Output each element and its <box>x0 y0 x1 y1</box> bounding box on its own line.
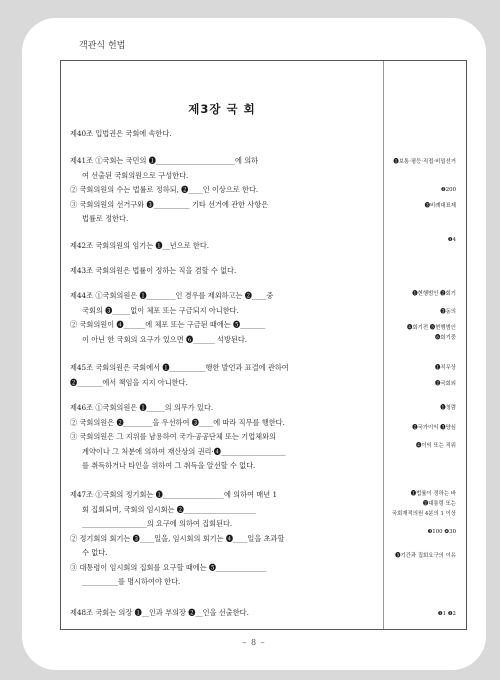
article-text-line: 국회의 ❸_____없이 체포 또는 구금되지 아니한다. <box>82 305 239 315</box>
answer-box-41 <box>351 157 456 211</box>
answer-key: ❷200 <box>440 187 456 193</box>
article-text-line: ② 정기회의 회기는 ❸____일을, 임시회의 회기는 ❹____일을 초과할 <box>70 533 285 543</box>
answer-key: ❺기간과 집회요구의 이유 <box>395 553 456 559</box>
article-text-line: 회 집회되며, 국회의 임시회는 ❷____________________ <box>82 504 256 514</box>
page <box>22 18 486 670</box>
article-text-line: 제48조 국회는 의장 ❶__인과 부의장 ❷__인을 선출한다. <box>70 608 249 617</box>
chapter-title: 제3장 국 회 <box>188 102 256 116</box>
answer-key: 국회재적의원 4분의 1 이상 <box>391 511 456 517</box>
article-text-line: 제41조 ①국회는 국민의 ❶______________________에 의하 <box>70 156 259 165</box>
answer-key: ❹회기전 ❺현행범인 <box>407 325 456 331</box>
article-44 <box>70 289 375 347</box>
answer-key: ❸동의 <box>440 309 456 315</box>
answer-box-48 <box>351 609 456 619</box>
article-text-line: 제43조 국회의원은 법률이 정하는 직을 겸할 수 없다. <box>70 266 237 275</box>
answer-key: ❶보통·평등·직접·비밀선거 <box>393 159 456 165</box>
answer-key: ❶직무상 <box>434 365 456 371</box>
content-frame <box>60 60 467 630</box>
answer-box-44 <box>351 289 456 343</box>
article-48 <box>70 606 375 621</box>
article-text-line: ③ 대통령이 임시회의 집회를 요구할 때에는 ❺______________ <box>70 562 267 572</box>
answer-box-46 <box>351 403 456 451</box>
answer-box-42 <box>351 235 456 245</box>
article-text-line: 법률로 정한다. <box>82 214 129 223</box>
article-text-line: 여 선출된 국회의원으로 구성한다. <box>82 170 189 180</box>
article-text-line: 제44조 ①국회의원은 ❶________인 경우를 제외하고는 ❷____중 <box>70 291 274 300</box>
article-text-line: 를 취득하거나 타인을 위하여 그 취득을 알선할 수 없다. <box>82 461 256 470</box>
article-text-line: 제40조 입법권은 국회에 속한다. <box>70 129 172 138</box>
answer-key: ❸비례대표제 <box>424 203 456 209</box>
answer-key: ❷국가이익 ❸양심 <box>412 425 456 431</box>
article-text-line: 제47조 ①국회의 정기회는 ❶_________________에 의하여 매년 1 <box>70 490 278 499</box>
article-41 <box>70 154 375 227</box>
answer-key: ❻회기중 <box>434 335 456 341</box>
answer-box-45 <box>351 363 456 389</box>
article-text-line: ③ 국회의원의 선거구와 ❸__________ 기타 선거에 관한 사항은 <box>70 199 269 209</box>
answer-key: ❸100 ❹30 <box>427 529 456 535</box>
article-text-line: ③ 국회의원은 그 지위를 남용하여 국가·공공단체 또는 기업체와의 <box>70 432 276 441</box>
article-text-line: 제42조 국회의원의 임기는 ❶__년으로 한다. <box>70 241 210 250</box>
answer-key: ❷국회외 <box>434 381 456 387</box>
article-42 <box>70 239 375 254</box>
answer-key: ❶1 ❷2 <box>437 611 456 617</box>
article-text-line: 제45조 국회의원은 국회에서 ❶__________행한 발언과 표결에 관하여 <box>70 363 289 372</box>
article-47 <box>70 488 375 590</box>
answer-key: ❶4 <box>447 237 456 243</box>
article-text-line: __________________의 요구에 의하여 집회된다. <box>82 519 233 528</box>
article-text-line: ② 국회의원의 수는 법률로 정하되, ❷____인 이상으로 한다. <box>70 185 259 194</box>
article-text-line: 제46조 ①국회의원은 ❶_____의 의무가 있다. <box>70 403 214 412</box>
page-number: – 8 – <box>242 638 266 647</box>
answer-key: ❹이익 또는 직위 <box>415 443 456 449</box>
article-text-line: 계약이나 그 처분에 의하여 재산상의 권리·❹__________________ <box>82 446 286 456</box>
article-43 <box>70 264 375 279</box>
answer-key: ❷대통령 또는 <box>422 501 456 507</box>
answer-key: ❶현행범인 ❷회기 <box>412 291 456 297</box>
answer-box-47 <box>351 489 456 561</box>
article-text-line: 이 아닌 한 국회의 요구가 있으면 ❻______ 석방된다. <box>82 334 248 344</box>
answer-key: ❶청렴 <box>440 405 456 411</box>
article-46 <box>70 401 375 474</box>
answer-key: ❶법률이 정하는 바 <box>410 491 456 497</box>
article-text-line: __________를 명시하여야 한다. <box>82 577 181 586</box>
article-45 <box>70 361 375 390</box>
article-text-line: ② 국회의원이 ❹______에 체포 또는 구금된 때에는 ❺_______ <box>70 320 266 329</box>
book-header: 객관식 헌법 <box>79 41 126 51</box>
article-text-line: ② 국회의원은 ❷________을 우선하여 ❸____에 따라 직무를 행한다. <box>70 417 285 427</box>
article-text-line: 수 없다. <box>82 548 108 557</box>
article-40 <box>70 127 375 142</box>
article-text-line: ❷_______에서 책임을 지지 아니한다. <box>70 377 188 387</box>
